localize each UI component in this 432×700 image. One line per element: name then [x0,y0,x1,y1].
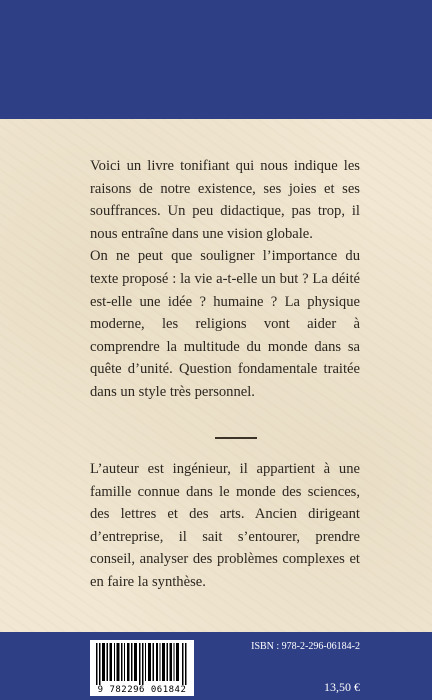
barcode [90,640,194,696]
section-separator [215,437,257,439]
price-label: 13,50 € [324,680,360,694]
blurb-paragraph-2: On ne peut que souligner l’importance du texte proposé : la vie a-t-elle un but ? La déité est-elle une idée ? humaine ? La physique moderne, les religions vont aider à comprendre la multitude du monde dans sa quête d’unité. Question fondamentale traitée dans un style très personnel. [90,248,360,400]
isbn-label: ISBN : 978-2-296-06184-2 [251,641,360,652]
author-paragraph: L’auteur est ingénieur, il appartient à une famille connue dans le monde des sciences, des lettres et des arts. Ancien dirigeant d’entreprise, il sait s’entourer, prendre conseil, analyser des problèmes complexes et en faire la synthèse. [90,461,360,590]
bottom-color-band [0,632,432,700]
blurb-block-1 [90,155,360,404]
blurb-paragraph-1: Voici un livre tonifiant qui nous indique les raisons de notre existence, ses joies et ses souffrances. Un peu didactique, pas trop, il nous entraîne dans une vision globale. [90,158,360,242]
barcode-number: 9 782296 061842 [97,685,187,695]
top-color-band [0,0,432,119]
barcode-bars [96,643,188,685]
